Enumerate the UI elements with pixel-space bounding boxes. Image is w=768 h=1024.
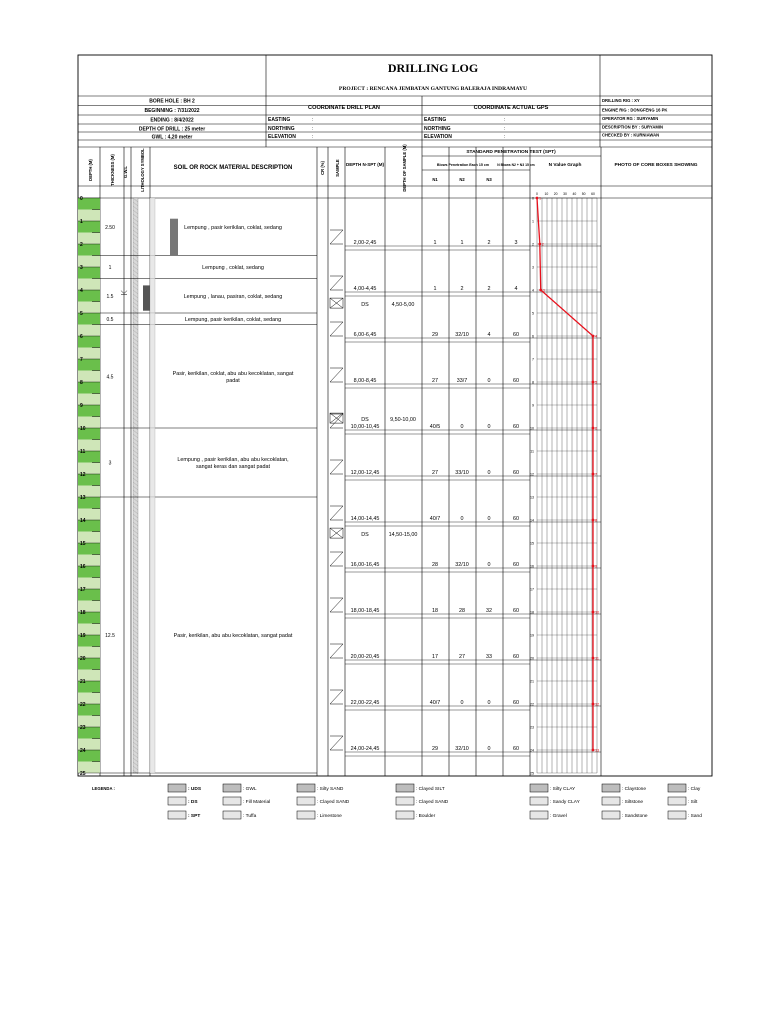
n-value-point-label: 12 [595,702,600,707]
spt-n-value: 60 [513,378,519,384]
graph-depth-label: 2 [532,242,534,247]
layer-description: padat [226,377,240,384]
depth-scale-label: 25 [80,771,86,777]
legend-item: : Sandy CLAY [550,800,580,805]
depth-scale-label: 3 [80,265,83,271]
depth-scale-label: 20 [80,656,86,662]
n-value-point [592,749,595,752]
depth-scale-label: 18 [80,610,86,616]
spt-n-value: 60 [513,516,519,522]
n-value-point [592,334,598,339]
spt-sample-symbol [330,230,343,244]
spt-n3: 4 [487,332,491,338]
depth-scale-label: 2 [80,242,83,248]
spt-col-header: STANDARD PENETRATION TEST (SPT) [466,150,556,155]
graph-depth-label: 17 [530,587,534,592]
ds-label: DS [361,417,369,424]
spt-sample-symbol [330,690,343,704]
depth-scale-label: 4 [80,288,83,294]
legend-item: : Sand [688,814,702,819]
spt-n2: 33/7 [456,378,468,384]
spt-n1: 27 [432,470,438,476]
depth-scale-label: 5 [80,311,83,317]
spt-depth: 2,00-2,45 [353,240,377,246]
depth-scale-label: 19 [80,633,86,639]
spt-depth: 8,00-8,45 [353,378,377,384]
graph-depth-label: 0 [532,196,534,201]
layer-thickness: 3 [108,460,112,467]
spt-sample-symbol [330,368,343,382]
n-value-point-label: 7 [595,472,598,477]
graph-x-tick: 20 [553,192,558,196]
spt-depth: 6,00-6,45 [353,332,377,338]
spt-n2: 0 [460,516,464,522]
depth-nspt-col-header: DEPTH N-SPT (M) [346,162,384,167]
legend-swatch [223,784,241,792]
gwl-depth: GWL : 4,20 meter [151,134,193,141]
depth-scale-label: 0 [80,196,83,202]
n-value-point [592,472,598,477]
ds-depth: 14,50-15,00 [388,532,418,539]
depth-scale-label: 9 [80,403,83,409]
legend-item: : Clay [688,787,701,792]
graph-depth-label: 16 [530,564,534,569]
legend-swatch [223,797,241,805]
spt-n3: 32 [486,608,492,614]
legend-item: : GWL [243,787,257,792]
legend-swatch [168,797,186,805]
layer-symbol [150,497,155,773]
thickness-col-header: THICKNESS (M) [110,154,115,186]
spt-n-value: 60 [513,424,519,430]
legend-swatch [396,811,414,819]
spt-depth: 22,00-22,45 [350,700,380,706]
graph-depth-label: 25 [530,771,534,776]
depth-col-header: DEPTH (M) [88,159,93,181]
layer-description: Lempung , pasir kerikilan, coklat, sedang [184,224,282,231]
n-value-point [538,243,541,246]
layer-description: Lempung, pasir kerikilan, coklat, sedang [184,316,282,323]
graph-depth-label: 1 [532,219,534,224]
spt-n-value: 60 [513,332,519,338]
layer-description: sangat keras dan sangat padat [195,464,271,470]
spt-n1: 40/5 [429,424,441,430]
gwl-col-header: G.W.L [123,166,128,178]
n-value-point-label: 4 [595,334,598,339]
n-value-point-label: 10 [595,610,600,615]
spt-depth: 24,00-24,45 [350,746,380,752]
graph-depth-label: 11 [530,449,534,454]
graph-depth-label: 4 [532,288,534,293]
core-marker [143,285,150,310]
depth-sample-col-header: DEPTH OF SAMPLE (M) [402,144,407,192]
legend-item: : Siltstone [622,800,644,805]
spt-n3: 2 [487,286,491,292]
depth-scale-label: 23 [80,725,86,731]
depth-scale-label: 12 [80,472,86,478]
n3-header: N3 [486,177,492,182]
depth-scale-label: 7 [80,357,83,363]
legend-title: LEGENDA : [92,786,115,791]
spt-n-value: 60 [513,654,519,660]
spt-n2: 32/10 [455,562,469,568]
spt-n-value: 60 [513,470,519,476]
legend-item: : Clayed SAND [317,800,350,805]
spt-sample-symbol [330,506,343,520]
depth-scale-label: 21 [80,679,86,685]
coord-gps-field: EASTING [424,117,447,123]
legend-swatch [396,797,414,805]
spt-n-value: 60 [513,700,519,706]
graph-x-tick: 10 [544,192,549,196]
graph-x-tick: 60 [591,192,595,196]
spt-n2: 32/10 [455,746,469,752]
spt-n2: 27 [459,654,465,660]
spt-n2: 0 [460,700,464,706]
layer-thickness: 0.5 [106,316,114,323]
legend-item: : Sandstone [622,814,648,819]
graph-x-tick: 0 [536,192,538,196]
ds-label: DS [361,532,369,539]
legend-swatch [602,784,620,792]
legend-swatch [668,811,686,819]
rig-info: DESCRIPTION BY : SURYAMIN [602,124,664,130]
depth-scale-label: 16 [80,564,86,570]
spt-depth: 18,00-18,45 [350,608,380,614]
legend-item: : Claystone [622,787,646,792]
n-value-point-label: 13 [595,748,600,753]
n-value-point-label: 5 [595,380,598,385]
graph-depth-label: 21 [530,679,534,684]
n-blows-header: N Blows N2 + N3 15 cm [497,163,535,167]
coord-colon: : [312,134,314,140]
legend-item: : Clayed SILT [416,787,445,792]
legend-item: : Gravel [550,814,567,819]
spt-n-value: 3 [514,240,518,246]
spt-n2: 28 [459,608,465,614]
legend-item: : SPT [188,814,201,819]
graph-depth-label: 24 [530,748,534,753]
spt-sample-symbol [330,552,343,566]
graph-depth-label: 7 [532,357,534,362]
graph-depth-label: 22 [530,702,534,707]
layer-description: Lempung , lanau, pasiran, coklat, sedang [183,293,283,300]
graph-depth-label: 10 [530,426,534,431]
graph-x-tick: 50 [581,192,586,196]
legend-swatch [530,784,548,792]
layer-description: Lempung , pasir kerikilan, abu abu kecoklatan, [177,457,289,463]
coord-gps-field: NORTHING [424,126,451,132]
depth-scale-label: 1 [80,219,83,225]
spt-n-value: 60 [513,608,519,614]
graph-depth-label: 18 [530,610,534,615]
spt-n3: 0 [487,470,491,476]
n-value-point [536,196,542,201]
layer-symbol [150,313,155,325]
layer-description: Lempung , coklat, sedang [202,265,264,271]
depth-scale-label: 22 [80,702,86,708]
layer-description: Pasir, kerikilan, coklat, abu abu kecoklatan, sangat [172,370,294,377]
depth-scale-label: 6 [80,334,83,340]
n-value-point-label: 8 [595,518,598,523]
description-col-header: SOIL OR ROCK MATERIAL DESCRIPTION [173,165,293,171]
spt-n3: 0 [487,562,491,568]
spt-n3: 2 [487,240,491,246]
n-value-point [592,611,595,614]
graph-depth-label: 3 [532,265,534,270]
sample-col-header: SAMPLE [335,159,340,177]
layer-symbol [150,279,155,314]
spt-depth: 4,00-4,45 [353,286,377,292]
layer-thickness: 1.5 [106,293,114,300]
depth-scale-label: 10 [80,426,86,432]
coordinate-drill-plan: COORDINATE DRILL PLAN [308,105,380,111]
depth-scale-label: 24 [80,748,86,754]
spt-n3: 0 [487,424,491,430]
layer-thickness: 1 [108,265,112,271]
graph-depth-label: 8 [532,380,534,385]
layer-symbol [150,325,155,429]
depth-scale-label: 14 [80,518,86,524]
depth-scale-label: 8 [80,380,83,386]
legend-swatch [530,811,548,819]
n-value-point [592,703,595,706]
ending-date: ENDING : 8/4/2022 [150,117,194,124]
spt-n-value: 60 [513,746,519,752]
n-value-point-label: 2 [541,242,544,247]
graph-depth-label: 14 [530,518,534,523]
legend-swatch [168,811,186,819]
coord-gps-field: ELEVATION [424,134,452,140]
spt-sample-symbol [330,276,343,290]
spt-n3: 0 [487,378,491,384]
spt-n3: 0 [487,516,491,522]
legend-item: : Tuffa [243,814,257,819]
ds-depth: 4,50-5,00 [391,302,415,309]
spt-n1: 18 [432,608,438,614]
beginning-date: BEGINNING : 7/31/2022 [144,108,200,114]
legend-item: : Fill Material [243,800,271,805]
depth-scale-label: 15 [80,541,86,547]
legend-swatch [297,811,315,819]
depth-of-drill: DEPTH OF DRILL : 25 meter [138,126,206,133]
legend-item: : Silty SAND [317,787,344,792]
spt-n2: 1 [460,240,464,246]
layer-symbol [150,198,155,256]
graph-depth-label: 23 [530,725,534,730]
spt-n1: 1 [433,240,437,246]
graph-depth-label: 6 [532,334,534,339]
layer-symbol [150,428,155,497]
spt-sample-symbol [330,460,343,474]
spt-n1: 17 [432,654,438,660]
graph-x-tick: 40 [572,192,577,196]
legend-swatch [297,797,315,805]
n-value-point [592,518,598,523]
coord-colon: : [504,134,506,140]
legend-item: : DS [188,800,198,805]
n-value-point-label: 6 [595,426,598,431]
coord-colon: : [312,117,314,123]
ds-label: DS [361,302,369,309]
legend-item: : UDS [188,787,202,792]
graph-depth-label: 9 [532,403,534,408]
legend-item: : Silty CLAY [550,787,576,792]
spt-n2: 33/10 [455,470,469,476]
lithology-col-header: LITHOLOGY SYMBOL [140,148,145,192]
depth-scale-label: 13 [80,495,86,501]
legend-swatch [297,784,315,792]
legend-swatch [668,797,686,805]
n-value-point-label: 9 [595,564,598,569]
spt-n1: 29 [432,332,438,338]
spt-n2: 0 [460,424,464,430]
bore-hole: BORE HOLE : BH 2 [149,98,195,105]
legend-swatch [602,797,620,805]
legend-item: : Silt [688,800,698,805]
n-value-point-label: 3 [542,288,545,293]
project-name: PROJECT : RENCANA JEMBATAN GANTUNG BALERAJA INDRAMAYU [338,86,528,92]
graph-depth-label: 12 [530,472,534,477]
document-title: DRILLING LOG [387,61,479,75]
n-value-point [592,426,598,431]
spt-n1: 29 [432,746,438,752]
graph-depth-label: 19 [530,633,534,638]
n-value-point [592,380,598,385]
spt-n2: 2 [460,286,464,292]
spt-n-value: 60 [513,562,519,568]
legend-swatch [668,784,686,792]
spt-n1: 28 [432,562,438,568]
spt-n1: 40/7 [429,516,441,522]
core-marker [170,219,178,256]
spt-depth: 10,00-10,45 [350,424,380,430]
ds-depth: 9,50-10,00 [390,417,416,424]
spt-sample-symbol [330,736,343,750]
coord-colon: : [312,126,314,132]
layer-symbol [150,256,155,279]
coord-plan-field: NORTHING [268,126,295,132]
spt-depth: 14,00-14,45 [350,516,380,522]
spt-sample-symbol [330,322,343,336]
n-value-point [592,657,595,660]
depth-scale-label: 11 [80,449,86,455]
legend-item: : Limestone [317,814,342,819]
spt-n1: 40/7 [429,700,441,706]
spt-sample-symbol [330,414,343,428]
coord-plan-field: ELEVATION [268,134,296,140]
n-value-point-label: 1 [539,196,542,201]
photo-col-header: PHOTO OF CORE BOXES SHOWING [614,163,698,168]
layer-thickness: 4.5 [106,374,114,381]
spt-depth: 20,00-20,45 [350,654,380,660]
graph-x-tick: 30 [563,192,567,196]
spt-n-value: 4 [514,286,518,292]
spt-n2: 32/10 [455,332,469,338]
layer-thickness: 12.5 [105,633,115,639]
n-value-graph-header: N Value Graph [548,163,582,168]
n1-header: N1 [432,177,438,182]
legend-swatch [223,811,241,819]
depth-scale-label: 17 [80,587,86,593]
spt-depth: 16,00-16,45 [350,562,380,568]
graph-depth-label: 5 [532,311,534,316]
legend-swatch [602,811,620,819]
rig-info: ENGINE RIG : DONGFENG 16 PK [602,107,668,113]
spt-n1: 27 [432,378,438,384]
n2-header: N2 [459,177,465,182]
spt-n3: 33 [486,654,492,660]
rig-info: DRILLING RIG : XY [602,98,640,103]
spt-depth: 12,00-12,45 [350,470,380,476]
n-value-point [539,289,542,292]
blows-header: Blows Penetration Each 15 cm [436,163,490,167]
spt-n1: 1 [433,286,437,292]
layer-thickness: 2.50 [105,224,115,231]
graph-depth-label: 15 [530,541,534,546]
graph-depth-label: 20 [530,656,534,661]
legend-swatch [396,784,414,792]
spt-sample-symbol [330,644,343,658]
coordinate-actual-gps: COORDINATE ACTUAL GPS [473,105,549,111]
spt-n3: 0 [487,700,491,706]
coord-colon: : [504,117,506,123]
rig-info: OPERATOR RG : SURYAMIN [602,116,659,121]
layer-description: Pasir, kerikilan, abu abu kecoklatan, sangat padat [173,633,293,639]
legend-item: : Boulder [416,814,436,819]
legend-swatch [168,784,186,792]
n-value-point [592,564,598,569]
spt-sample-symbol [330,598,343,612]
spt-n3: 0 [487,746,491,752]
coord-plan-field: EASTING [268,117,291,123]
legend-item: : Clayed SAND [416,800,449,805]
legend-swatch [530,797,548,805]
n-value-point-label: 11 [595,656,599,661]
coord-colon: : [504,126,506,132]
graph-depth-label: 13 [530,495,534,500]
rig-info: CHECKED BY : KURNIAWAN [602,132,660,138]
cr-col-header: CR (%) [320,161,325,175]
